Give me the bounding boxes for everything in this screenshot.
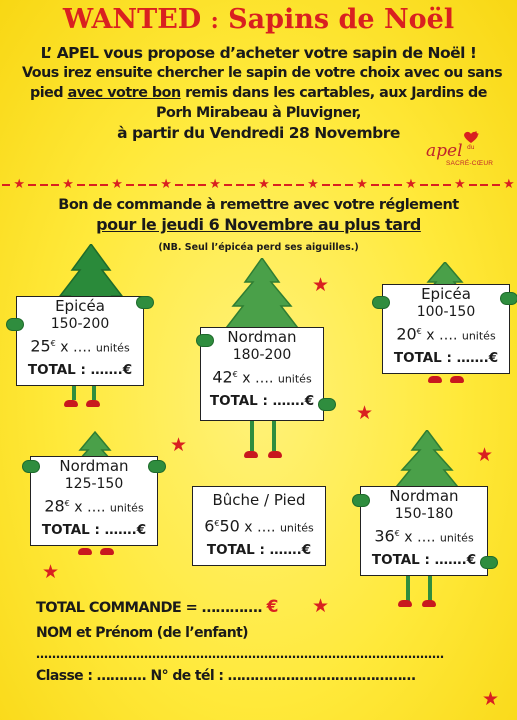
- dash: [77, 184, 85, 186]
- order-deadline: pour le jeudi 6 Novembre: [96, 215, 313, 234]
- heart-icon: [462, 130, 480, 144]
- product-card-3: [382, 284, 510, 374]
- star-icon: ★: [258, 177, 270, 192]
- intro-l5-b: du Vendredi 28 Novembre: [183, 124, 400, 142]
- intro-l3-c: remis dans les cartables, aux Jardins de: [180, 85, 487, 101]
- product-card-4: [30, 456, 158, 546]
- hand-right: [500, 292, 517, 305]
- dash: [382, 184, 390, 186]
- title-wanted: WANTED: [62, 4, 202, 35]
- order-line-1: Bon de commande à remettre avec votre réglement: [58, 197, 459, 213]
- shoe: [398, 600, 412, 607]
- dash: [492, 184, 500, 186]
- intro-l1-d: !: [464, 44, 477, 62]
- product-name: Epicéa: [55, 297, 105, 315]
- leg: [428, 576, 432, 602]
- dash: [89, 184, 97, 186]
- order-info: [0, 195, 517, 235]
- dash: [284, 184, 292, 186]
- leg: [92, 386, 96, 400]
- dash: [175, 184, 183, 186]
- product-card-5: [192, 486, 326, 566]
- dash: [371, 184, 379, 186]
- intro-l1-b: vous propose d’acheter: [98, 44, 304, 62]
- intro-l1-c: votre sapin de Noël: [303, 44, 465, 62]
- shoe: [86, 400, 100, 407]
- dash: [480, 184, 488, 186]
- intro-apel: L’ APEL: [40, 44, 99, 62]
- product-price: 36€ x …. unités: [374, 526, 474, 546]
- intro-l3-b: avec votre bon: [67, 85, 181, 101]
- hand-left: [372, 296, 390, 309]
- child-name-field[interactable]: …………………………………………………………………………………………: [36, 647, 444, 661]
- dash: [443, 184, 451, 186]
- star-icon: ★: [482, 688, 500, 710]
- star-icon: ★: [111, 177, 123, 192]
- intro-line-2: Vous irez ensuite chercher le sapin de votre choix avec ou sans: [22, 65, 503, 81]
- page-title: [0, 4, 517, 35]
- hand-right: [136, 296, 154, 309]
- intro-l3-a: pied: [30, 85, 68, 101]
- dash: [40, 184, 48, 186]
- product-name: Nordman: [227, 328, 297, 346]
- star-icon: ★: [356, 402, 374, 424]
- star-icon: ★: [13, 177, 25, 192]
- shoe: [100, 548, 114, 555]
- dash: [345, 184, 353, 186]
- apel-logo-du: du: [467, 144, 475, 151]
- dash: [296, 184, 304, 186]
- hand-left: [22, 460, 40, 473]
- shoe: [64, 400, 78, 407]
- star-icon: ★: [454, 177, 466, 192]
- shoe: [422, 600, 436, 607]
- product-card-6: [360, 486, 488, 576]
- dash: [236, 184, 244, 186]
- leg: [250, 421, 254, 451]
- dash: [138, 184, 146, 186]
- product-size: 150-180: [394, 506, 454, 522]
- star-icon: ★: [62, 177, 74, 192]
- star-icon: ★: [356, 177, 368, 192]
- order-deadline-b: au plus tard: [312, 215, 421, 234]
- dash: [198, 184, 206, 186]
- product-name: Nordman: [59, 457, 129, 475]
- dash: [431, 184, 439, 186]
- product-card-1: [16, 296, 144, 386]
- apel-logo-sub: SACRÉ-CŒUR: [446, 160, 494, 167]
- intro-line-4: Porh Mirabeau à Pluvigner,: [156, 105, 361, 121]
- hand-right: [148, 460, 166, 473]
- dash: [420, 184, 428, 186]
- dash: [273, 184, 281, 186]
- hand-left: [6, 318, 24, 331]
- product-total: TOTAL : …….€: [393, 349, 499, 366]
- star-icon: ★: [476, 444, 494, 466]
- product-total: TOTAL : …….€: [209, 392, 315, 409]
- product-price: 42€ x …. unités: [212, 367, 312, 387]
- child-name-label: NOM et Prénom (de l’enfant): [36, 625, 248, 641]
- product-name: Bûche / Pied: [212, 491, 306, 509]
- product-price: 20€ x …. unités: [396, 324, 496, 344]
- product-total: TOTAL : …….€: [371, 551, 477, 568]
- order-line-2: [0, 215, 517, 235]
- dash: [247, 184, 255, 186]
- total-order-label: TOTAL COMMANDE = ………….: [36, 600, 267, 616]
- apel-logo: [420, 130, 512, 170]
- star-icon: ★: [209, 177, 221, 192]
- dash: [322, 184, 330, 186]
- leg: [406, 576, 410, 602]
- title-colon: :: [210, 8, 219, 34]
- hand-left: [196, 334, 214, 347]
- star-icon: ★: [312, 595, 330, 617]
- product-total: TOTAL : …….€: [27, 361, 133, 378]
- hand-right: [480, 556, 498, 569]
- product-total: TOTAL : …….€: [41, 521, 147, 538]
- product-size: 150-200: [50, 316, 110, 332]
- shoe: [268, 451, 282, 458]
- star-icon: ★: [503, 177, 515, 192]
- intro-line-1: [22, 43, 495, 63]
- title-rest: Sapins de Noël: [228, 4, 455, 35]
- dash: [187, 184, 195, 186]
- product-size: 180-200: [232, 347, 292, 363]
- dash: [394, 184, 402, 186]
- leg: [72, 386, 76, 400]
- dash: [100, 184, 108, 186]
- leg: [272, 421, 276, 451]
- shoe: [450, 376, 464, 383]
- product-size: 100-150: [416, 304, 476, 320]
- hand-left: [352, 494, 370, 507]
- dash: [224, 184, 232, 186]
- apel-logo-word: apel: [426, 141, 463, 161]
- star-icon: ★: [160, 177, 172, 192]
- intro-l5-a: à partir: [117, 124, 184, 142]
- product-price: 25€ x …. unités: [30, 336, 130, 356]
- class-phone-field[interactable]: Classe : ……….. N° de tél : ……………………………………: [36, 668, 416, 684]
- dash: [51, 184, 59, 186]
- dash: [2, 184, 10, 186]
- product-card-2: [200, 327, 324, 421]
- intro-line-3: [22, 83, 495, 103]
- hand-right: [318, 398, 336, 411]
- product-size: 125-150: [64, 476, 124, 492]
- total-order-euro: €: [266, 597, 278, 617]
- dash: [333, 184, 341, 186]
- star-icon: ★: [312, 274, 330, 296]
- product-price: 28€ x …. unités: [44, 496, 144, 516]
- star-icon: ★: [307, 177, 319, 192]
- dash: [469, 184, 477, 186]
- product-name: Epicéa: [421, 285, 471, 303]
- separator: [0, 178, 517, 192]
- shoe: [78, 548, 92, 555]
- nb-note: (NB. Seul l’épicéa perd ses aiguilles.): [158, 242, 359, 253]
- shoe: [428, 376, 442, 383]
- star-icon: ★: [405, 177, 417, 192]
- product-name: Nordman: [389, 487, 459, 505]
- dash: [126, 184, 134, 186]
- total-order-field[interactable]: [36, 597, 278, 617]
- shoe: [244, 451, 258, 458]
- product-price: 6€50 x …. unités: [204, 516, 314, 536]
- star-icon: ★: [42, 561, 60, 583]
- product-total: TOTAL : …….€: [206, 541, 312, 558]
- dash: [28, 184, 36, 186]
- dash: [149, 184, 157, 186]
- intro-text: [22, 43, 503, 143]
- star-icon: ★: [170, 434, 188, 456]
